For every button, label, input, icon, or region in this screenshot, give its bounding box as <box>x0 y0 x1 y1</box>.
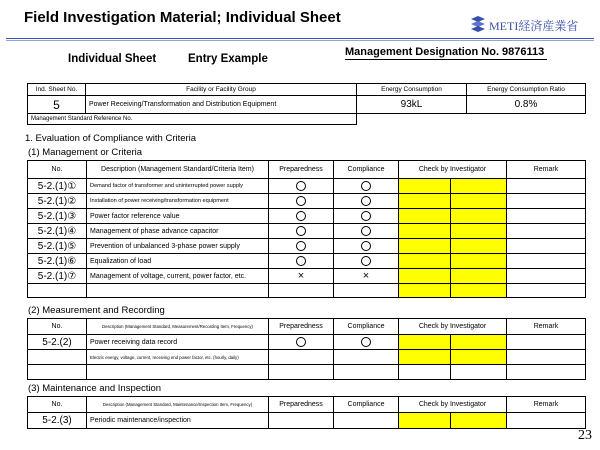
row-desc: Power receiving data record <box>87 335 269 350</box>
hdr-facility: Facility or Facility Group <box>86 84 357 96</box>
facility-value: Power Receiving/Transformation and Distribution Equipment <box>86 96 357 114</box>
prep-cell <box>269 194 334 209</box>
page-number: 23 <box>578 428 592 443</box>
check-cell[interactable] <box>399 239 451 254</box>
check-cell[interactable] <box>451 365 507 380</box>
section2-title: (2) Measurement and Recording <box>28 305 165 316</box>
row-no <box>28 350 87 365</box>
remark-cell[interactable] <box>507 335 586 350</box>
circle-mark <box>361 337 371 347</box>
check-cell[interactable] <box>451 224 507 239</box>
prep-cell <box>269 254 334 269</box>
hdr-check: Check by Investigator <box>399 319 507 335</box>
blank-cell <box>269 284 334 298</box>
prep-cell <box>269 350 334 365</box>
row-no: 5-2.(2) <box>28 335 87 350</box>
blank-cell <box>334 284 399 298</box>
management-designation <box>345 46 547 60</box>
check-cell[interactable] <box>451 254 507 269</box>
table-row <box>28 194 586 209</box>
comp-cell <box>334 335 399 350</box>
maintenance-table <box>27 396 586 429</box>
remark-cell[interactable] <box>507 269 586 284</box>
summary-table <box>27 83 586 125</box>
comp-cell <box>334 365 399 380</box>
sheet-no-value: 5 <box>28 96 86 114</box>
remark-cell[interactable] <box>507 179 586 194</box>
hdr-remark: Remark <box>507 319 586 335</box>
table-row <box>28 239 586 254</box>
row-desc: Prevention of unbalanced 3-phase power supply <box>87 239 269 254</box>
remark-cell[interactable] <box>507 254 586 269</box>
comp-cell <box>334 413 399 429</box>
check-cell[interactable] <box>399 269 451 284</box>
comp-cell <box>334 350 399 365</box>
remark-cell[interactable] <box>507 365 586 380</box>
example-label: Entry Example <box>188 53 268 65</box>
check-cell[interactable] <box>399 413 451 429</box>
check-cell[interactable] <box>451 335 507 350</box>
section1-subtitle: (1) Management or Criteria <box>28 147 143 158</box>
hdr-sheet-no: Ind. Sheet No. <box>28 84 86 96</box>
hdr-desc: Description (Management Standard, Maintenance/Inspection Item, Frequency) <box>87 397 269 413</box>
ratio-value: 0.8% <box>467 96 586 114</box>
row-desc: Demand factor of transformer and uninterrupted power supply <box>87 179 269 194</box>
header-divider <box>6 38 594 39</box>
row-no: 5-2.(3) <box>28 413 87 429</box>
comp-cell <box>334 179 399 194</box>
circle-mark <box>361 226 371 236</box>
check-cell[interactable] <box>451 209 507 224</box>
blank-cell <box>399 284 451 298</box>
comp-cell <box>334 194 399 209</box>
comp-cell <box>334 239 399 254</box>
hdr-desc: Description (Management Standard/Criteria Item) <box>87 161 269 179</box>
table-row <box>28 209 586 224</box>
check-cell[interactable] <box>451 179 507 194</box>
table-row <box>28 284 586 298</box>
check-cell[interactable] <box>399 179 451 194</box>
blank-cell <box>507 284 586 298</box>
hdr-comp: Compliance <box>334 319 399 335</box>
hdr-comp: Compliance <box>334 397 399 413</box>
cross-mark: × <box>362 270 370 282</box>
sheet-label: Individual Sheet <box>68 53 157 65</box>
section3-title: (3) Maintenance and Inspection <box>28 383 162 394</box>
check-cell[interactable] <box>451 194 507 209</box>
row-no: 5-2.(1)③ <box>28 209 87 224</box>
prep-cell <box>269 269 334 284</box>
circle-mark <box>296 256 306 266</box>
row-desc: Electric energy, voltage, current, receiving end power factor, etc. (hourly, daily) <box>87 350 269 365</box>
check-cell[interactable] <box>451 239 507 254</box>
blank-cell <box>451 284 507 298</box>
ref-label: Management Standard Reference No. <box>28 114 357 125</box>
row-desc: Management of phase advance capacitor <box>87 224 269 239</box>
comp-cell <box>334 209 399 224</box>
check-cell[interactable] <box>399 224 451 239</box>
measurement-table <box>27 318 586 380</box>
remark-cell[interactable] <box>507 224 586 239</box>
page-title: Field Investigation Material; Individual Sheet <box>24 9 341 26</box>
table-row <box>28 224 586 239</box>
remark-cell[interactable] <box>507 194 586 209</box>
circle-mark <box>296 196 306 206</box>
remark-cell[interactable] <box>507 209 586 224</box>
circle-mark <box>361 181 371 191</box>
energy-value: 93kL <box>357 96 467 114</box>
circle-mark <box>296 241 306 251</box>
blank-cell <box>87 284 269 298</box>
hdr-ratio: Energy Consumption Ratio <box>467 84 586 96</box>
hdr-prep: Preparedness <box>269 161 334 179</box>
prep-cell <box>269 239 334 254</box>
hdr-check: Check by Investigator <box>399 161 507 179</box>
row-no: 5-2.(1)⑥ <box>28 254 87 269</box>
remark-cell[interactable] <box>507 239 586 254</box>
row-desc <box>87 365 269 380</box>
row-desc: Installation of power receiving/transformation equipment <box>87 194 269 209</box>
check-cell[interactable] <box>399 335 451 350</box>
mgmt-value: 9876113 <box>502 46 545 58</box>
meti-logo-icon <box>469 15 487 35</box>
row-no: 5-2.(1)⑤ <box>28 239 87 254</box>
circle-mark <box>296 226 306 236</box>
hdr-no: No. <box>28 319 87 335</box>
hdr-prep: Preparedness <box>269 319 334 335</box>
circle-mark <box>361 211 371 221</box>
section1-title: 1. Evaluation of Compliance with Criteria <box>25 133 197 144</box>
circle-mark <box>361 256 371 266</box>
hdr-no: No. <box>28 161 87 179</box>
table-row <box>28 269 586 284</box>
hdr-remark: Remark <box>507 397 586 413</box>
check-cell[interactable] <box>399 365 451 380</box>
criteria-table <box>27 160 586 298</box>
comp-cell <box>334 269 399 284</box>
table-row <box>28 179 586 194</box>
row-desc: Power factor reference value <box>87 209 269 224</box>
row-no: 5-2.(1)④ <box>28 224 87 239</box>
hdr-remark: Remark <box>507 161 586 179</box>
check-cell[interactable] <box>451 413 507 429</box>
check-cell[interactable] <box>451 269 507 284</box>
row-desc: Management of voltage, current, power factor, etc. <box>87 269 269 284</box>
check-cell[interactable] <box>399 209 451 224</box>
circle-mark <box>296 337 306 347</box>
blank-cell <box>28 284 87 298</box>
hdr-no: No. <box>28 397 87 413</box>
circle-mark <box>361 196 371 206</box>
logo-text: METI経済産業省 <box>489 19 579 33</box>
remark-cell[interactable] <box>507 413 586 429</box>
meti-logo <box>469 15 589 37</box>
check-cell[interactable] <box>399 194 451 209</box>
row-no: 5-2.(1)① <box>28 179 87 194</box>
circle-mark <box>361 241 371 251</box>
row-desc: Periodic maintenance/inspection <box>87 413 269 429</box>
hdr-check: Check by Investigator <box>399 397 507 413</box>
prep-cell <box>269 179 334 194</box>
prep-cell <box>269 365 334 380</box>
prep-cell <box>269 335 334 350</box>
comp-cell <box>334 254 399 269</box>
check-cell[interactable] <box>399 254 451 269</box>
hdr-comp: Compliance <box>334 161 399 179</box>
hdr-desc: Description (Management Standard, Measurement/Recording Item, Frequency) <box>87 319 269 335</box>
header-divider-thin <box>6 40 594 41</box>
row-no <box>28 365 87 380</box>
check-cell[interactable] <box>399 350 451 365</box>
mgmt-label: Management Designation No. <box>345 46 500 58</box>
row-no: 5-2.(1)② <box>28 194 87 209</box>
circle-mark <box>296 211 306 221</box>
row-desc: Equalization of load <box>87 254 269 269</box>
prep-cell <box>269 413 334 429</box>
hdr-prep: Preparedness <box>269 397 334 413</box>
remark-cell[interactable] <box>507 350 586 365</box>
comp-cell <box>334 224 399 239</box>
prep-cell <box>269 209 334 224</box>
prep-cell <box>269 224 334 239</box>
hdr-energy: Energy Consumption <box>357 84 467 96</box>
cross-mark: × <box>297 270 305 282</box>
circle-mark <box>296 181 306 191</box>
row-no: 5-2.(1)⑦ <box>28 269 87 284</box>
table-row <box>28 254 586 269</box>
check-cell[interactable] <box>451 350 507 365</box>
